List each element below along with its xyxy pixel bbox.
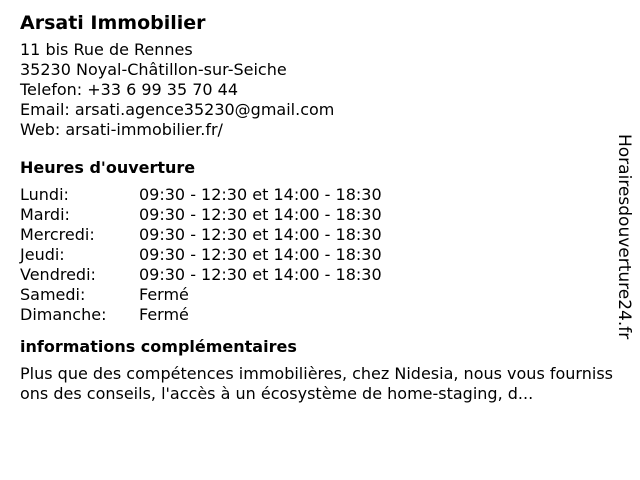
hours-row-thursday [20, 245, 620, 265]
contact-block [20, 40, 620, 140]
hours-day-label: Mercredi: [20, 225, 95, 244]
hours-time-value: 09:30 - 12:30 et 14:00 - 18:30 [139, 245, 382, 264]
hours-day-label: Lundi: [20, 185, 69, 204]
hours-row-monday [20, 185, 620, 205]
business-name: Arsati Immobilier [20, 12, 206, 34]
opening-hours-heading: Heures d'ouverture [20, 158, 196, 177]
hours-time-value: 09:30 - 12:30 et 14:00 - 18:30 [139, 265, 382, 284]
additional-info-heading: informations complémentaires [20, 337, 297, 356]
hours-day-label: Samedi: [20, 285, 86, 304]
hours-row-tuesday [20, 205, 620, 225]
hours-time-value: 09:30 - 12:30 et 14:00 - 18:30 [139, 185, 382, 204]
phone-number[interactable]: Telefon: +33 6 99 35 70 44 [20, 80, 239, 99]
hours-day-label: Vendredi: [20, 265, 96, 284]
hours-day-label: Dimanche: [20, 305, 107, 324]
hours-row-saturday [20, 285, 620, 305]
hours-row-wednesday [20, 225, 620, 245]
address-city: 35230 Noyal-Châtillon-sur-Seiche [20, 60, 287, 79]
hours-time-value: 09:30 - 12:30 et 14:00 - 18:30 [139, 205, 382, 224]
hours-row-friday [20, 265, 620, 285]
site-watermark: Horairesdouverture24.fr [614, 134, 634, 340]
address-street: 11 bis Rue de Rennes [20, 40, 193, 59]
business-page [20, 10, 620, 404]
opening-hours-table [20, 185, 620, 325]
hours-time-value: Fermé [139, 305, 189, 324]
hours-day-label: Mardi: [20, 205, 70, 224]
hours-time-value: 09:30 - 12:30 et 14:00 - 18:30 [139, 225, 382, 244]
email-address[interactable]: Email: arsati.agence35230@gmail.com [20, 100, 335, 119]
website-link[interactable]: Web: arsati-immobilier.fr/ [20, 120, 223, 139]
hours-day-label: Jeudi: [20, 245, 65, 264]
additional-info-text: Plus que des compétences immobilières, chez Nidesia, nous vous fournissons des conseils, l'accès à un écosystème de home-staging, d... [20, 364, 613, 403]
hours-row-sunday [20, 305, 620, 325]
hours-time-value: Fermé [139, 285, 189, 304]
